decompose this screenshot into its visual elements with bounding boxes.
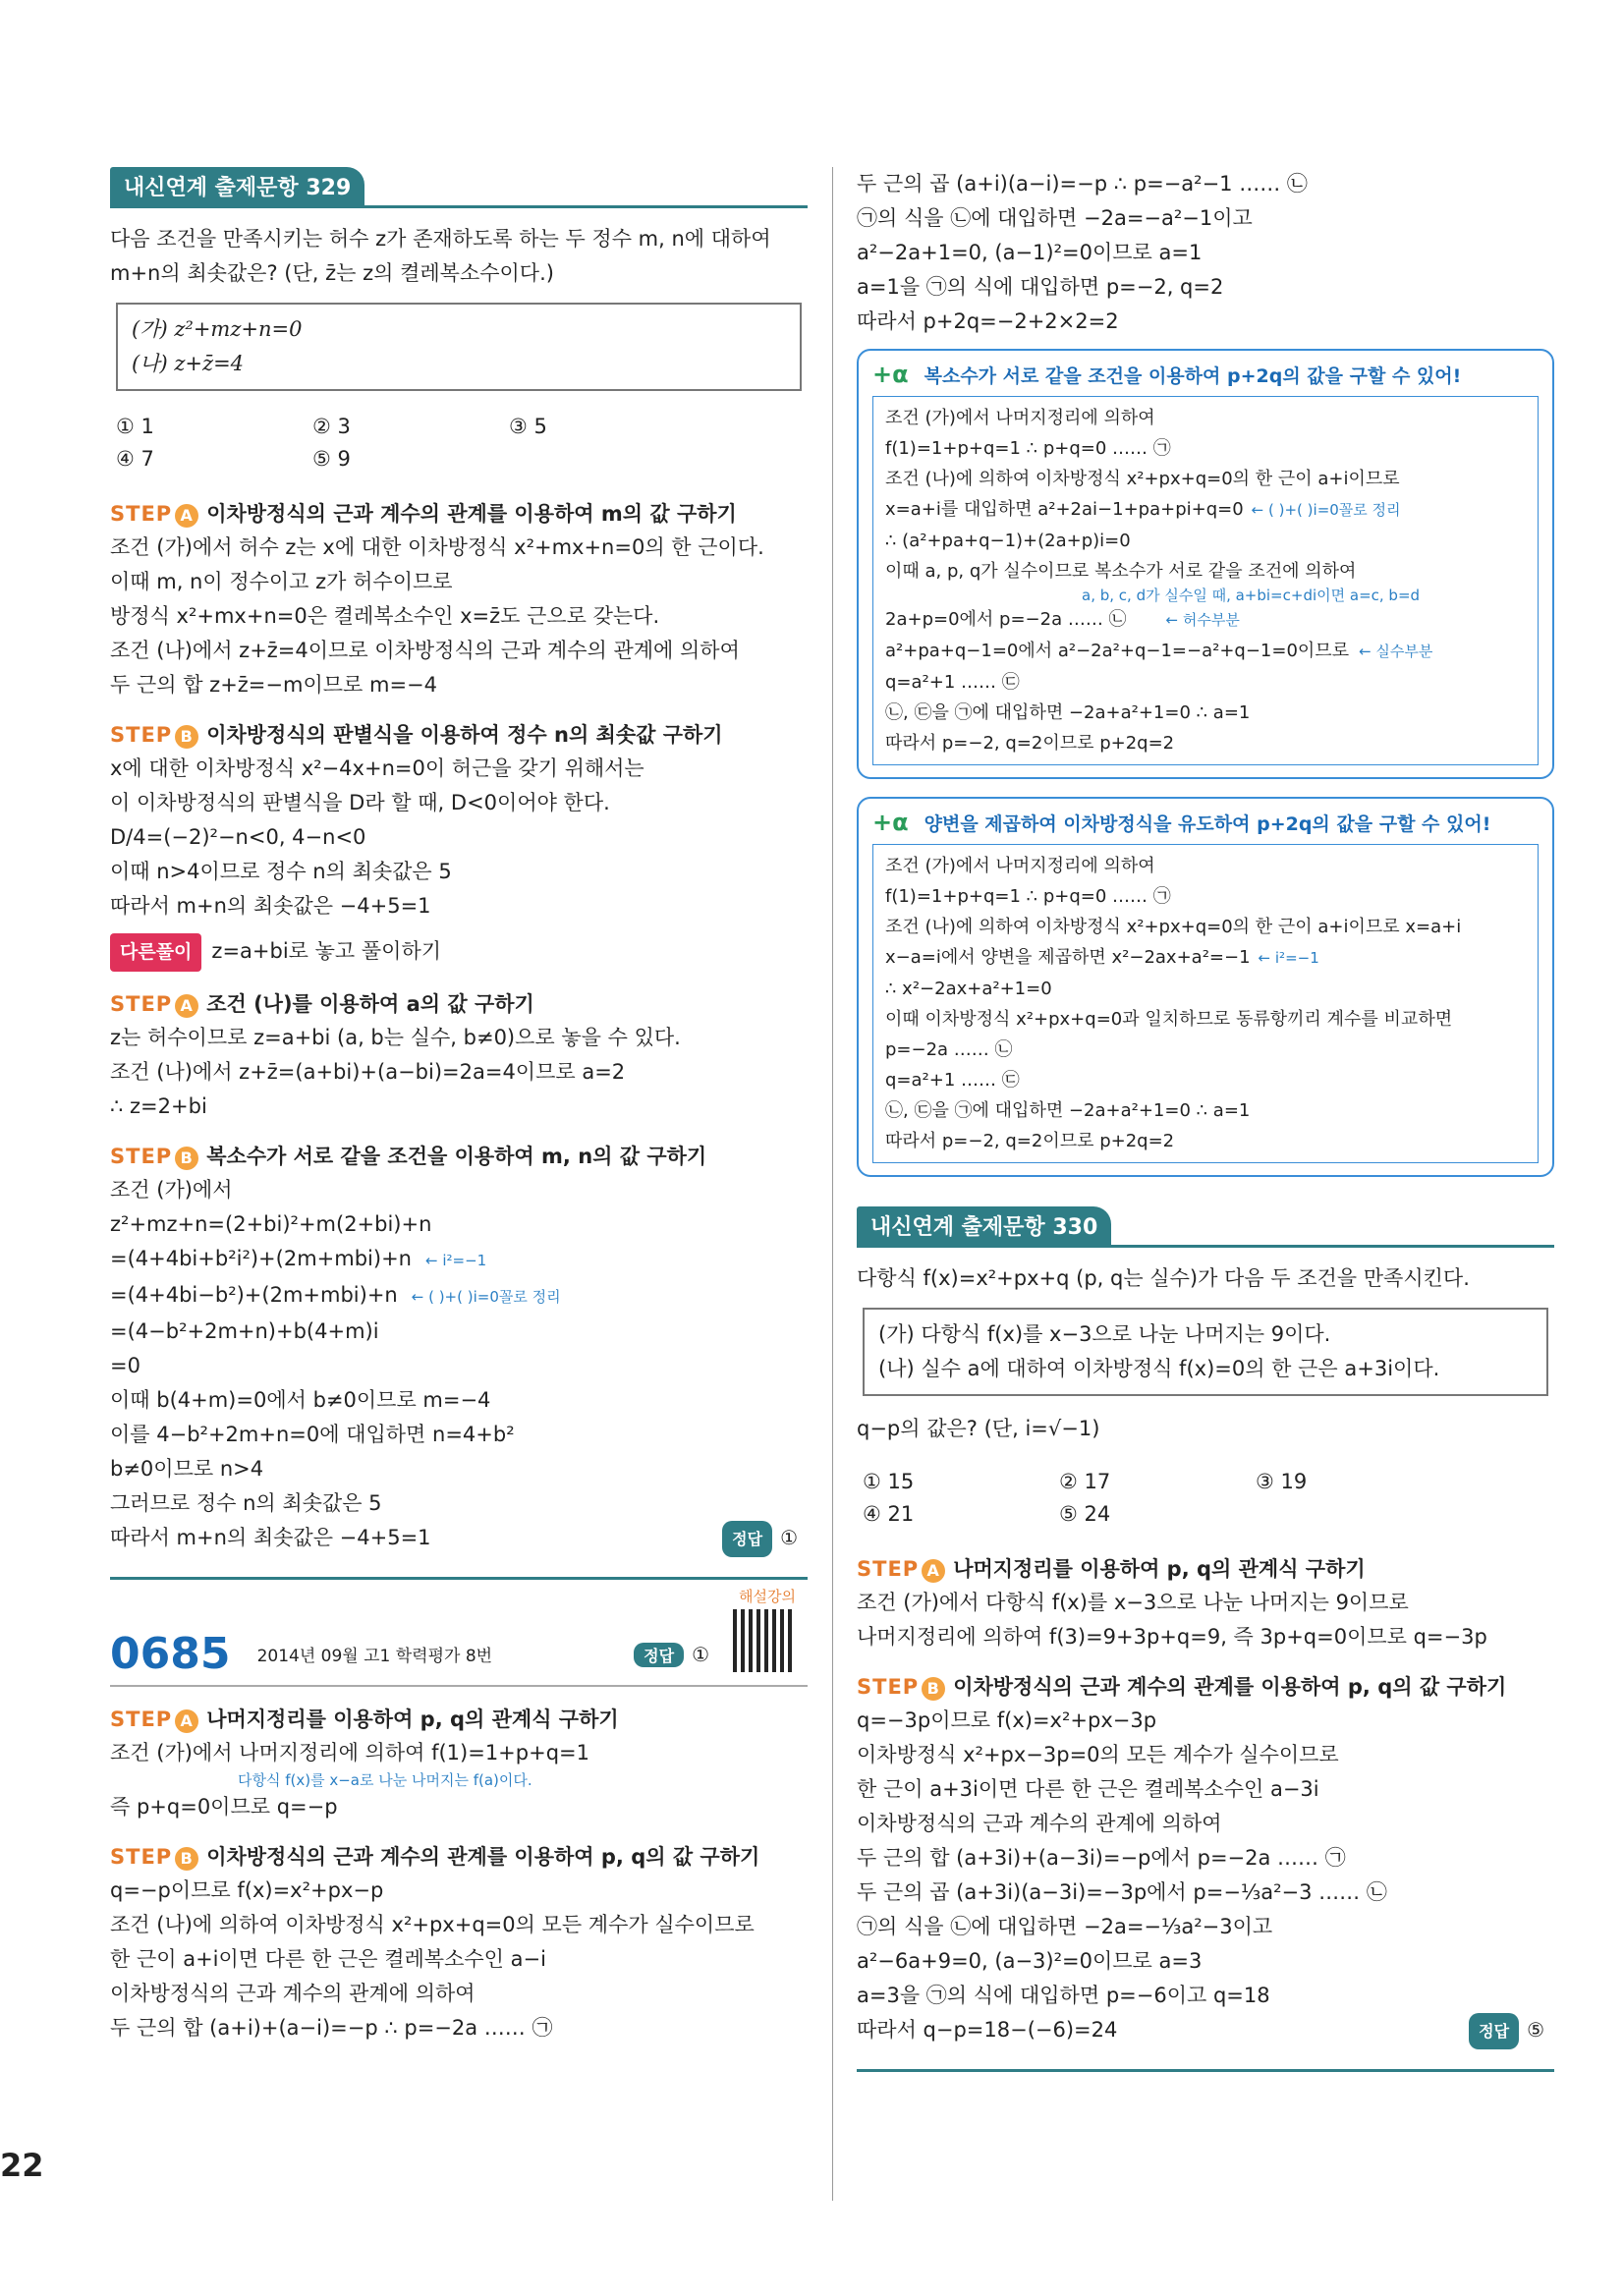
solution-line: =(4+4bi−b²)+(2m+mbi)+n ← ( )+( )i=0꼴로 정리 (110, 1283, 561, 1307)
solution-line: =(4−b²+2m+n)+b(4+m)i (110, 1319, 379, 1343)
solution-line: 조건 (나)에서 z+z̄=(a+bi)+(a−bi)=2a=4이므로 a=2 (110, 1060, 626, 1084)
choice: ③ 5 (509, 415, 547, 438)
problem-330-header: 내신연계 출제문항 330 (857, 1206, 1111, 1245)
solution-line: =(4+4bi+b²i²)+(2m+mbi)+n ← i²=−1 (110, 1247, 487, 1270)
step-b: STEP B 이차방정식의 판별식을 이용하여 정수 n의 최솟값 구하기 (110, 723, 723, 747)
problem-329 (110, 167, 808, 1580)
plus-alpha-icon: +α (872, 809, 909, 836)
condition: (나) 실수 a에 대하여 이차방정식 f(x)=0의 한 근은 a+3i이다. (878, 1357, 1440, 1380)
answer: 정답 ⑤ (1469, 2013, 1544, 2049)
solution-line: 방정식 x²+mx+n=0은 켤레복소수인 x=z̄도 근으로 갖는다. (110, 604, 660, 628)
section-rule (857, 2069, 1554, 2072)
column-divider (832, 167, 833, 2201)
choice: ⑤ 24 (1059, 1502, 1111, 1526)
choice: ① 15 (863, 1470, 915, 1493)
step-b: STEP B 이차방정식의 근과 계수의 관계를 이용하여 p, q의 값 구하기 (857, 1675, 1507, 1699)
solution-line: 나머지정리에 의하여 f(3)=9+3p+q=9, 즉 3p+q=0이므로 q=−3p (857, 1625, 1487, 1649)
solution-line: 조건 (가)에서 나머지정리에 의하여 f(1)=1+p+q=1 (110, 1741, 589, 1764)
solution-line: 조건 (나)에 의하여 이차방정식 x²+px+q=0의 모든 계수가 실수이므로 (110, 1913, 755, 1936)
solution-line: 한 근이 a+3i이면 다른 한 근은 켤레복소수인 a−3i (857, 1777, 1319, 1801)
alt-solution-header: 다른풀이 z=a+bi로 놓고 풀이하기 (110, 933, 808, 972)
section-rule (110, 1577, 808, 1580)
choices (863, 1466, 1554, 1531)
choice: ③ 19 (1256, 1470, 1308, 1493)
solution-line: 조건 (가)에서 다항식 f(x)를 x−3으로 나눈 나머지는 9이므로 (857, 1591, 1409, 1614)
solution-line: 조건 (가)에서 (110, 1178, 233, 1202)
condition: (나) z+z̄=4 (132, 352, 245, 375)
problem-329-header: 내신연계 출제문항 329 (110, 167, 364, 205)
conditions-box (116, 303, 802, 391)
right-column (857, 167, 1554, 2072)
header-rule (110, 205, 808, 208)
solution-line: ㉠의 식을 ㉡에 대입하면 −2a=−a²−1이고 (857, 206, 1253, 230)
rule (110, 1685, 808, 1687)
conditions-box (863, 1308, 1548, 1396)
solution-line: 따라서 q−p=18−(−6)=24 정답 ⑤ (857, 2013, 1554, 2047)
plus-alpha-icon: +α (872, 361, 909, 388)
solution-line: 조건 (나)에서 z+z̄=4이므로 이차방정식의 근과 계수의 관계에 의하여 (110, 639, 740, 662)
solution-line: a²−2a+1=0, (a−1)²=0이므로 a=1 (857, 241, 1203, 264)
condition: (가) z²+mz+n=0 (132, 317, 303, 341)
solution-line: 이차방정식의 근과 계수의 관계에 의하여 (110, 1982, 476, 2005)
side-note: ← ( )+( )i=0꼴로 정리 (411, 1288, 561, 1306)
alt-step-b: STEP B 복소수가 서로 같을 조건을 이용하여 m, n의 값 구하기 (110, 1145, 707, 1168)
choice: ⑤ 9 (312, 447, 351, 471)
step-a: STEP A 나머지정리를 이용하여 p, q의 관계식 구하기 (857, 1557, 1366, 1581)
solution-line: 두 근의 곱 (a+3i)(a−3i)=−3p에서 p=−⅓a²−3 …… ㉡ (857, 1880, 1387, 1904)
solution-line: 두 근의 곱 (a+i)(a−i)=−p ∴ p=−a²−1 …… ㉡ (857, 172, 1308, 196)
solution-line: 그러므로 정수 n의 최솟값은 5 (110, 1491, 382, 1515)
problem-source: 2014년 09월 고1 학력평가 8번 (256, 1647, 493, 1666)
solution-line: b≠0이므로 n>4 (110, 1457, 264, 1481)
step-a: STEP A 이차방정식의 근과 계수의 관계를 이용하여 m의 값 구하기 (110, 502, 737, 526)
qr-label: 해설강의 (739, 1588, 796, 1605)
solution-line: a=1을 ㉠의 식에 대입하면 p=−2, q=2 (857, 275, 1224, 299)
choice: ④ 7 (116, 447, 154, 471)
solution-line: 이차방정식 x²+px−3p=0의 모든 계수가 실수이므로 (857, 1743, 1339, 1766)
choice: ② 17 (1059, 1470, 1111, 1493)
condition: (가) 다항식 f(x)를 x−3으로 나눈 나머지는 9이다. (878, 1322, 1331, 1346)
problem-number: 0685 (110, 1629, 231, 1679)
alt-step-a: STEP A 조건 (나)를 이용하여 a의 값 구하기 (110, 992, 534, 1016)
solution-line: 두 근의 합 (a+i)+(a−i)=−p ∴ p=−2a …… ㉠ (110, 2016, 553, 2040)
solution-line: ∴ z=2+bi (110, 1094, 207, 1118)
solution-line: 한 근이 a+i이면 다른 한 근은 켤레복소수인 a−i (110, 1947, 546, 1971)
left-column (110, 167, 808, 2045)
side-note: 다항식 f(x)를 x−a로 나눈 나머지는 f(a)이다. (238, 1771, 532, 1789)
solution-line: 이때 b(4+m)=0에서 b≠0이므로 m=−4 (110, 1388, 491, 1412)
choice: ② 3 (312, 415, 351, 438)
solution-line: 두 근의 합 z+z̄=−m이므로 m=−4 (110, 673, 438, 697)
solution-line: 따라서 m+n의 최솟값은 −4+5=1 (110, 894, 431, 918)
header-rule (857, 1245, 1554, 1248)
solution-line: 이 이차방정식의 판별식을 D라 할 때, D<0이어야 한다. (110, 791, 610, 814)
choices (116, 411, 808, 476)
solution-line: z는 허수이므로 z=a+bi (a, b는 실수, b≠0)으로 놓을 수 있다. (110, 1026, 681, 1049)
choice: ④ 21 (863, 1502, 915, 1526)
choice: ① 1 (116, 415, 154, 438)
solution-line: 이차방정식의 근과 계수의 관계에 의하여 (857, 1812, 1222, 1835)
solution-line: z²+mz+n=(2+bi)²+m(2+bi)+n (110, 1212, 432, 1236)
solution-line: D/4=(−2)²−n<0, 4−n<0 (110, 825, 366, 849)
question-line: m+n의 최솟값은? (단, z̄는 z의 켤레복소수이다.) (110, 261, 554, 285)
alt-solution-badge: 다른풀이 (110, 933, 201, 972)
solution-line: a=3을 ㉠의 식에 대입하면 p=−6이고 q=18 (857, 1984, 1270, 2007)
solution-line: ㉠의 식을 ㉡에 대입하면 −2a=−⅓a²−3이고 (857, 1915, 1273, 1938)
side-note: ← i²=−1 (424, 1252, 487, 1269)
plus-alpha-box-1: +α 복소수가 서로 같을 조건을 이용하여 p+2q의 값을 구할 수 있어! 조건 (가)에서 나머지정리에 의하여 f(1)=1+p+q=1 ∴ p+q=0 …… ㉠ 조건 (나)에 의하여 이차방정식 x²+px+q=0의 한 근이 a+i이므로 x=a+i를 대입하면 a²+2ai−1+pa+pi+q=0 ← ( )+( )i=0꼴로 정리 ∴ (a²+pa+q−1)+(2a+p)i=0 이때 a, p, q가 실수이므로 복소수가 서로 같을 조건에 의하여 a, b, c, d가 실수일 때, a+bi=c+di이면 a=c, b=d 2a+p=0에서 p=−2a …… ㉡ ← 허수부분 a²+pa+q−1=0에서 a²−2a²+q−1=−a²+q−1=0이므로 ← 실수부분 q=a²+1 …… ㉢ ㉡, ㉢을 ㉠에 대입하면 −2a+a²+1=0 ∴ a=1 따라서 p=−2, q=2이므로 p+2q=2 (857, 349, 1554, 779)
step-b: STEP B 이차방정식의 근과 계수의 관계를 이용하여 p, q의 값 구하기 (110, 1845, 760, 1869)
solution-line: 이를 4−b²+2m+n=0에 대입하면 n=4+b² (110, 1423, 515, 1446)
solution-line: 따라서 p+2q=−2+2×2=2 (857, 309, 1119, 333)
solution-line: 따라서 m+n의 최솟값은 −4+5=1 정답 ① (110, 1521, 808, 1555)
problem-0685 (110, 1588, 808, 2045)
solution-line: a²−6a+9=0, (a−3)²=0이므로 a=3 (857, 1949, 1203, 1973)
question-line: q−p의 값은? (단, i=√−1) (857, 1417, 1100, 1440)
problem-330 (857, 1206, 1554, 2072)
answer: 정답 ① (722, 1521, 798, 1557)
step-a: STEP A 나머지정리를 이용하여 p, q의 관계식 구하기 (110, 1708, 619, 1731)
solution-line: q=−p이므로 f(x)=x²+px−p (110, 1878, 384, 1902)
solution-line: 이때 n>4이므로 정수 n의 최솟값은 5 (110, 860, 452, 883)
solution-line: 이때 m, n이 정수이고 z가 허수이므로 (110, 570, 453, 593)
solution-line: =0 (110, 1354, 140, 1377)
solution-line: 조건 (가)에서 허수 z는 x에 대한 이차방정식 x²+mx+n=0의 한 근이다. (110, 535, 764, 559)
solution-line: 두 근의 합 (a+3i)+(a−3i)=−p에서 p=−2a …… ㉠ (857, 1846, 1346, 1870)
question-line: 다항식 f(x)=x²+px+q (p, q는 실수)가 다음 두 조건을 만족시킨다. (857, 1266, 1470, 1290)
plus-alpha-box-2: +α 양변을 제곱하여 이차방정식을 유도하여 p+2q의 값을 구할 수 있어! 조건 (가)에서 나머지정리에 의하여 f(1)=1+p+q=1 ∴ p+q=0 …… ㉠ 조건 (나)에 의하여 이차방정식 x²+px+q=0의 한 근이 a+i이므로 x=a+i x−a=i에서 양변을 제곱하면 x²−2ax+a²=−1 ← i²=−1 ∴ x²−2ax+a²+1=0 이때 이차방정식 x²+px+q=0과 일치하므로 동류항끼리 계수를 비교하면 p=−2a …… ㉡ q=a²+1 …… ㉢ ㉡, ㉢을 ㉠에 대입하면 −2a+a²+1=0 ∴ a=1 따라서 p=−2, q=2이므로 p+2q=2 (857, 797, 1554, 1177)
page-number: 22 (0, 2147, 44, 2184)
solution-line: q=−3p이므로 f(x)=x²+px−3p (857, 1708, 1157, 1732)
solution-line: 즉 p+q=0이므로 q=−p (110, 1795, 338, 1819)
answer: 정답 ① (634, 1643, 709, 1667)
solution-line: x에 대한 이차방정식 x²−4x+n=0이 허근을 갖기 위해서는 (110, 756, 644, 780)
question-line: 다음 조건을 만족시키는 허수 z가 존재하도록 하는 두 정수 m, n에 대하여 (110, 227, 771, 251)
